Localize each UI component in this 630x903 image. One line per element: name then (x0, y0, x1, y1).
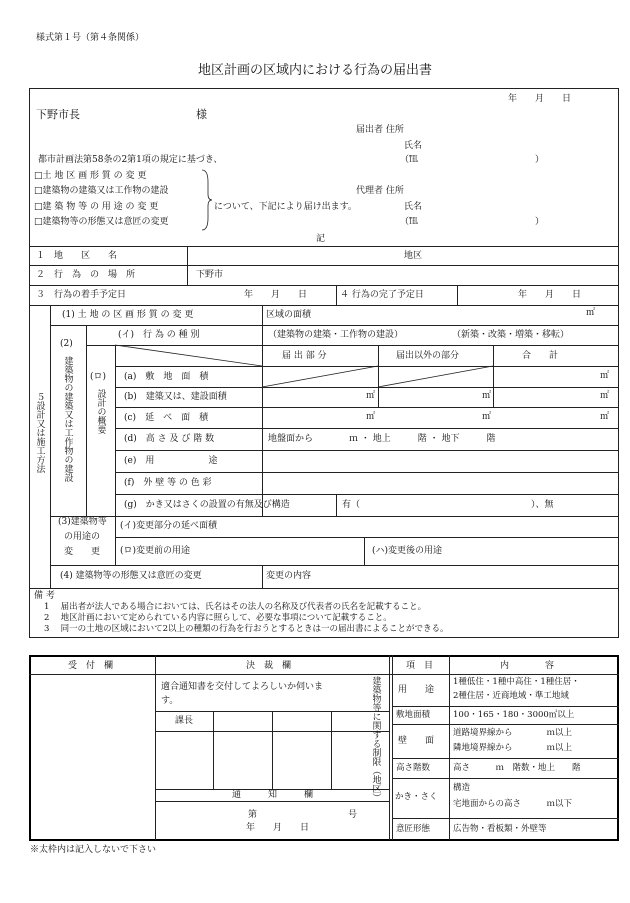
law-text: 都市計画法第58条の2第1項の規定に基づき、 (38, 155, 223, 165)
height-row-label: 高さ階数 (396, 763, 431, 773)
use-change-label-3: 変 更 (64, 547, 101, 557)
ki-mark: 記 (316, 234, 326, 244)
content-header: 内 容 (500, 661, 555, 671)
height-floors-label: (d) 高 さ 及 び 階 数 (124, 434, 215, 444)
col-notified: 届 出 部 分 (282, 351, 327, 361)
decision-header: 決 裁 欄 (246, 661, 292, 671)
changed-area-label: (イ)変更部分の延べ面積 (120, 521, 218, 531)
unit: ㎡ (366, 391, 376, 401)
wall-row-label: 壁 面 (398, 736, 435, 746)
height-floors-value[interactable]: 地盤面から ｍ ・ 地上 階 ・ 地下 階 (268, 434, 496, 444)
section5-label: ５設計又は施工方法 (34, 392, 45, 473)
land-change-label: (1) 土 地 の 区 画 形 質 の 変 更 (62, 310, 194, 320)
design-row-value: 広告物・看板類・外壁等 (453, 824, 547, 834)
section-chief: 課長 (175, 716, 194, 726)
site-area-label: (a) 敷 地 面 積 (124, 372, 209, 382)
note-3: 3 同一の土地の区域において2以上の種類の行為を行おうとするときは一の届出書によることができる。 (44, 624, 449, 634)
site-row-label: 敷地面積 (396, 710, 431, 720)
notice-header: 通 知 欄 (232, 790, 314, 800)
use-row-label: 用 途 (398, 685, 435, 695)
header-diagonal (115, 345, 262, 366)
use-change-label-2: の用途の (64, 532, 101, 542)
option-design[interactable]: □建築物等の形態又は意匠の変更 (34, 217, 169, 227)
applicant-address-label: 届出者 住所 (356, 125, 404, 135)
unit: ㎡ (586, 308, 596, 318)
end-date-field[interactable]: 年 月 日 (518, 290, 582, 300)
place-value[interactable]: 下野市 (196, 270, 224, 280)
start-date-field[interactable]: 年 月 日 (244, 290, 308, 300)
col-total: 合 計 (522, 351, 559, 361)
agent-tel[interactable]: （℡ ） (400, 217, 545, 227)
notes-title: 備 考 (34, 591, 55, 601)
design-label: 設計の概要 (95, 389, 106, 434)
row-a-diagonal-1 (262, 366, 378, 387)
notice-date[interactable]: 年 月 日 (246, 823, 310, 833)
notice-no-suffix: 号 (348, 810, 358, 820)
wall-row-2: 隣地境界線から ｍ以上 (453, 743, 573, 753)
decision-text-2: す。 (161, 696, 179, 706)
item-header: 項 目 (406, 661, 434, 671)
addressee: 下野市長 (36, 108, 80, 121)
option-land[interactable]: □土 地 区 画 形 質 の 変 更 (34, 171, 147, 181)
form-number: 様式第１号（第４条関係） (36, 33, 145, 43)
applicant-name-label: 氏名 (404, 141, 423, 151)
fence-row-2: 宅地面からの高さ ｍ以下 (453, 799, 573, 809)
design-no: (ロ) (90, 372, 107, 382)
unit: ㎡ (482, 412, 492, 422)
agent-address-label: 代理者 住所 (356, 186, 404, 196)
land-area-label: 区域の面積 (266, 310, 312, 320)
use-before-label: (ロ)変更前の用途 (120, 546, 191, 556)
district-value[interactable]: 地区 (404, 251, 423, 261)
use-row-2: 2種住居・近商地域・準工地域 (453, 691, 569, 701)
start-date-label: ３ 行為の着手予定日 (36, 290, 127, 300)
use-change-label-1: (3)建築物等 (58, 517, 107, 527)
use-after-label: (ハ)変更後の用途 (372, 546, 443, 556)
honorific: 様 (196, 108, 207, 121)
note-2: 2 地区計画において定められている内容に照らして、必要な事項について記載すること。 (44, 613, 392, 623)
kind-options[interactable]: （新築・改築・増築・移転） (452, 330, 570, 340)
design-change-value: 変更の内容 (266, 571, 312, 581)
design-row-label: 意匠形態 (396, 824, 431, 834)
fence-row-label: かき・さく (395, 792, 438, 802)
decision-text-1: 適合通知書を交付してよろしいか伺いま (161, 682, 324, 692)
brace-icon (200, 170, 212, 230)
row-a-diagonal-2 (378, 366, 493, 387)
notice-no-prefix: 第 (248, 810, 258, 820)
option-use[interactable]: □建 築 物 等 の 用 途 の 変 更 (34, 202, 159, 212)
footer-note: ※太枠内は記入しないで下さい (30, 845, 157, 855)
fence-value[interactable]: 有（ ）、無 (342, 500, 554, 510)
building-area-label: (b) 建築又は、建設面積 (124, 392, 227, 402)
use-label: (e) 用 途 (124, 456, 218, 466)
note-1: 1 届出者が法人である場合においては、氏名はその法人の名称及び代表者の氏名を記載すること。 (44, 602, 427, 612)
site-row-value: 100・165・180・3000㎡以上 (453, 710, 575, 720)
unit: ㎡ (482, 391, 492, 401)
reception-header: 受 付 欄 (68, 661, 114, 671)
building-no: (2) (60, 339, 73, 349)
end-date-label: ４ 行為の完了予定日 (340, 290, 424, 300)
kind-value[interactable]: （建築物の建築・工作物の建設） (268, 330, 404, 340)
fence-label: (g) かき又はさくの設置の有無及び構造 (124, 500, 290, 510)
applicant-tel[interactable]: （℡ ） (400, 155, 545, 165)
agent-name-label: 氏名 (404, 202, 423, 212)
use-row-1: 1種低住・1種中高住・1種住居・ (453, 677, 580, 687)
unit: ㎡ (600, 371, 610, 381)
page-title: 地区計画の区域内における行為の届出書 (197, 63, 432, 78)
floor-area-label: (c) 延 べ 面 積 (124, 413, 209, 423)
unit: ㎡ (366, 412, 376, 422)
date-field[interactable]: 年 月 日 (508, 94, 572, 104)
kind-label: (イ) 行 為 の 種 別 (118, 330, 200, 340)
unit: ㎡ (600, 412, 610, 422)
restriction-label: 建築物等に関する制限（地区） (370, 676, 381, 802)
unit: ㎡ (600, 391, 610, 401)
wall-row-1: 道路境界線から ｍ以上 (453, 728, 573, 738)
notify-text: について、下記により届け出ます。 (214, 202, 357, 212)
col-other: 届出以外の部分 (396, 351, 460, 361)
height-row-value: 高さ ｍ 階数・地上 階 (453, 763, 581, 773)
wall-color-label: (f) 外 壁 等 の 色 彩 (124, 478, 212, 488)
building-label: 建築物の建築又は工作物の建設 (62, 356, 73, 482)
place-label: ２ 行 為 の 場 所 (36, 270, 136, 280)
design-change-label: (4) 建築物等の形態又は意匠の変更 (60, 571, 202, 581)
option-building[interactable]: □建築物の建築又は工作物の建設 (34, 186, 169, 196)
district-label: １ 地 区 名 (36, 251, 118, 261)
fence-row-1: 構造 (453, 783, 471, 793)
